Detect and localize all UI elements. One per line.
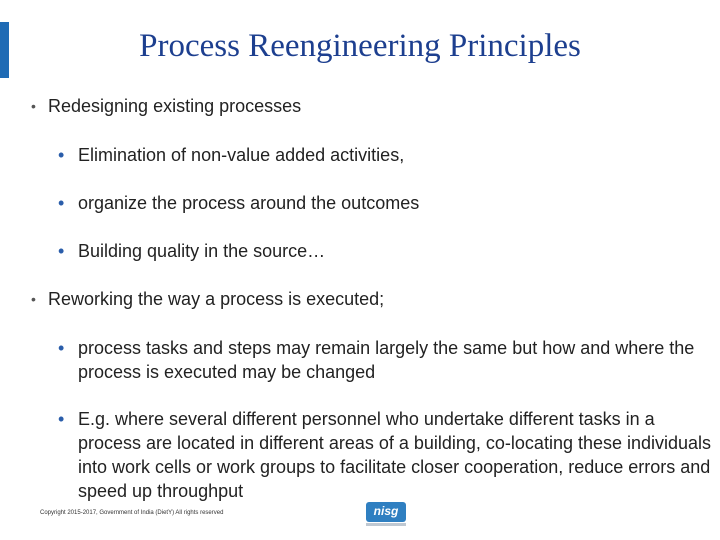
bullet-text: Redesigning existing processes (48, 96, 302, 116)
sub-bullet-text: Elimination of non-value added activities, (78, 145, 405, 165)
sub-bullet-icon: • (58, 338, 65, 358)
sub-bullet-icon: • (58, 409, 65, 429)
sub-bullet-text: organize the process around the outcomes (78, 193, 420, 213)
sub-bullet-item (58, 336, 708, 384)
sub-bullet-text: E.g. where several different personnel who undertake different tasks in a process are located in different areas of a building, co-locating these individuals into work cells or work groups to facilitate closer cooperation, reduce errors and speed up throughput (78, 409, 712, 501)
sub-bullet-item (58, 143, 678, 167)
sub-bullet-text: process tasks and steps may remain largely the same but how and where the process is executed may be changed (78, 338, 695, 382)
sub-bullet-icon: • (58, 241, 65, 261)
sub-bullet-item (58, 407, 713, 503)
slide-title: Process Reengineering Principles (139, 28, 581, 64)
bullet-text: Reworking the way a process is executed; (48, 289, 385, 309)
bullet-item (31, 94, 302, 118)
sub-bullet-icon: • (58, 193, 65, 213)
bullet-icon: • (31, 291, 36, 307)
sub-bullet-item (58, 239, 678, 263)
nisg-logo: nisg (366, 502, 406, 522)
bullet-icon: • (31, 98, 36, 114)
sub-bullet-text: Building quality in the source… (78, 241, 326, 261)
logo-underline (366, 523, 406, 526)
copyright-footer: Copyright 2015-2017, Government of India (DietY) All rights reserved (40, 510, 224, 516)
sub-bullet-item (58, 191, 678, 215)
bullet-item (31, 287, 385, 311)
sub-bullet-icon: • (58, 145, 65, 165)
